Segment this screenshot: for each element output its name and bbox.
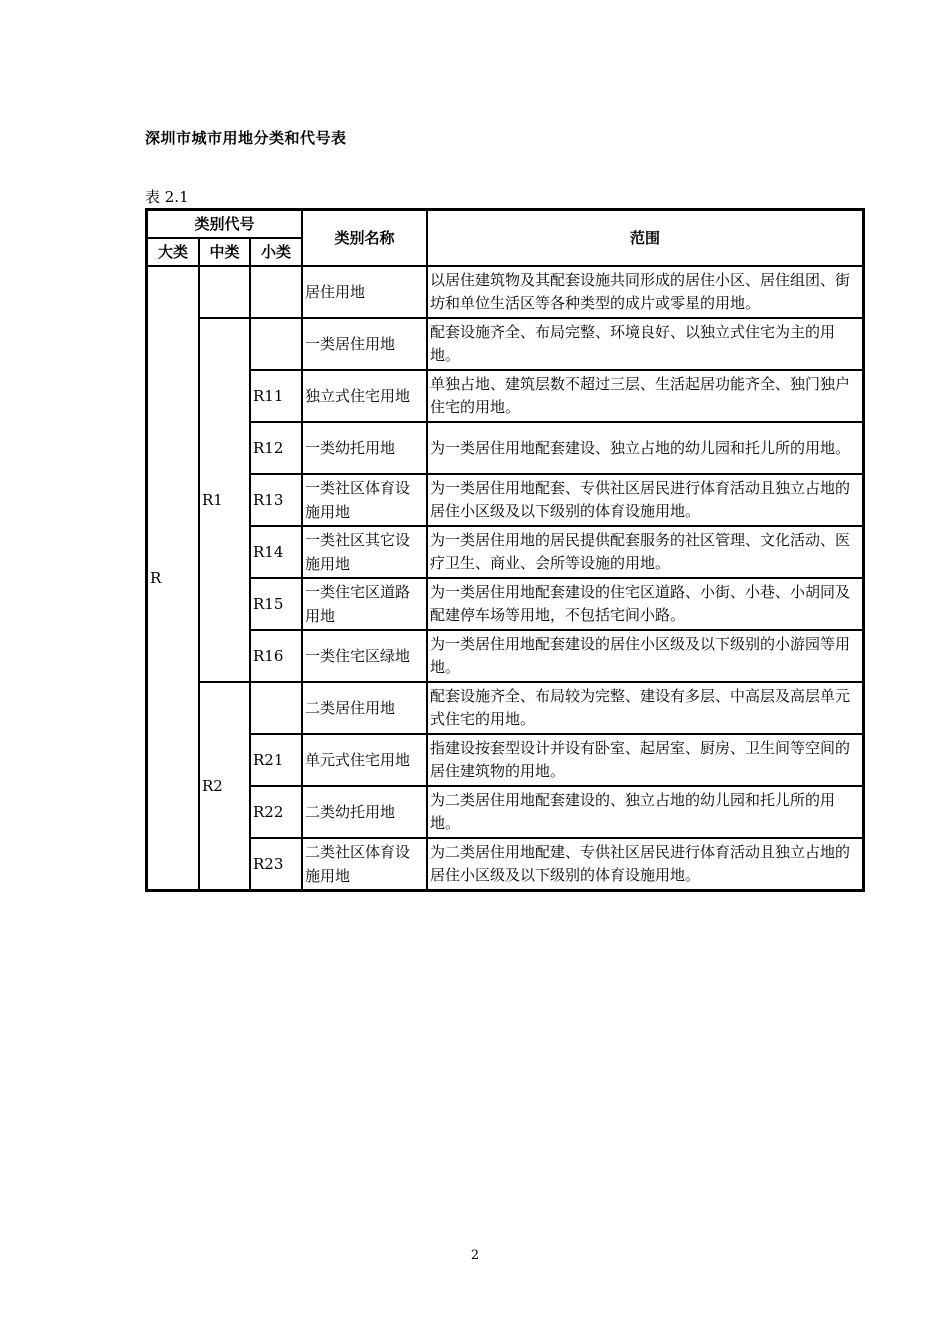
category-name-cell: 一类社区其它设施用地 — [302, 526, 427, 578]
middle-code-cell — [199, 266, 250, 318]
category-name-cell: 一类住宅区绿地 — [302, 630, 427, 682]
major-code-cell: R — [147, 266, 199, 890]
minor-code-cell: R21 — [250, 734, 302, 786]
minor-code-cell: R13 — [250, 474, 302, 526]
table-row — [147, 422, 863, 474]
table-caption: 表 2.1 — [145, 188, 189, 206]
table-row — [147, 370, 863, 422]
category-name-cell: 二类居住用地 — [302, 682, 427, 734]
category-name-cell: 一类住宅区道路用地 — [302, 578, 427, 630]
table-row — [147, 734, 863, 786]
minor-code-cell: R22 — [250, 786, 302, 838]
scope-cell: 为一类居住用地配套、专供社区居民进行体育活动且独立占地的居住小区级及以下级别的体育设施用地。 — [427, 474, 863, 526]
scope-cell: 配套设施齐全、布局完整、环境良好、以独立式住宅为主的用地。 — [427, 318, 863, 370]
page-number: 2 — [470, 1248, 480, 1263]
table-row — [147, 578, 863, 630]
middle-code-cell: R1 — [199, 318, 250, 682]
minor-code-cell — [250, 318, 302, 370]
table-row — [147, 838, 863, 890]
header-middle-class: 中类 — [199, 238, 250, 266]
minor-code-cell: R16 — [250, 630, 302, 682]
category-name-cell: 一类居住用地 — [302, 318, 427, 370]
header-major-class: 大类 — [147, 238, 199, 266]
header-category-name: 类别名称 — [302, 210, 427, 266]
header-scope: 范围 — [427, 210, 863, 266]
category-name-cell: 居住用地 — [302, 266, 427, 318]
category-name-cell: 二类幼托用地 — [302, 786, 427, 838]
category-name-cell: 单元式住宅用地 — [302, 734, 427, 786]
minor-code-cell — [250, 682, 302, 734]
minor-code-cell: R23 — [250, 838, 302, 890]
scope-cell: 单独占地、建筑层数不超过三层、生活起居功能齐全、独门独户住宅的用地。 — [427, 370, 863, 422]
table-row — [147, 786, 863, 838]
table-row — [147, 682, 863, 734]
category-name-cell: 独立式住宅用地 — [302, 370, 427, 422]
minor-code-cell: R15 — [250, 578, 302, 630]
document-title: 深圳市城市用地分类和代号表 — [145, 129, 347, 147]
table-row — [147, 526, 863, 578]
table-row — [147, 630, 863, 682]
table-row — [147, 318, 863, 370]
header-code-group: 类别代号 — [147, 210, 302, 238]
table-row — [147, 474, 863, 526]
scope-cell: 为一类居住用地配套建设、独立占地的幼儿园和托儿所的用地。 — [427, 422, 863, 474]
scope-cell: 指建设按套型设计并设有卧室、起居室、厨房、卫生间等空间的居住建筑物的用地。 — [427, 734, 863, 786]
category-name-cell: 二类社区体育设施用地 — [302, 838, 427, 890]
minor-code-cell: R14 — [250, 526, 302, 578]
scope-cell: 以居住建筑物及其配套设施共同形成的居住小区、居住组团、街坊和单位生活区等各种类型的成片或零星的用地。 — [427, 266, 863, 318]
scope-cell: 为一类居住用地配套建设的住宅区道路、小街、小巷、小胡同及配建停车场等用地，不包括宅间小路。 — [427, 578, 863, 630]
minor-code-cell: R12 — [250, 422, 302, 474]
table-row — [147, 266, 863, 318]
minor-code-cell: R11 — [250, 370, 302, 422]
scope-cell: 配套设施齐全、布局较为完整、建设有多层、中高层及高层单元式住宅的用地。 — [427, 682, 863, 734]
minor-code-cell — [250, 266, 302, 318]
scope-cell: 为一类居住用地的居民提供配套服务的社区管理、文化活动、医疗卫生、商业、会所等设施的用地。 — [427, 526, 863, 578]
middle-code-cell: R2 — [199, 682, 250, 890]
scope-cell: 为一类居住用地配套建设的居住小区级及以下级别的小游园等用地。 — [427, 630, 863, 682]
scope-cell: 为二类居住用地配套建设的、独立占地的幼儿园和托儿所的用地。 — [427, 786, 863, 838]
category-name-cell: 一类社区体育设施用地 — [302, 474, 427, 526]
land-use-classification-table — [145, 208, 865, 892]
category-name-cell: 一类幼托用地 — [302, 422, 427, 474]
scope-cell: 为二类居住用地配建、专供社区居民进行体育活动且独立占地的居住小区级及以下级别的体育设施用地。 — [427, 838, 863, 890]
header-minor-class: 小类 — [250, 238, 302, 266]
